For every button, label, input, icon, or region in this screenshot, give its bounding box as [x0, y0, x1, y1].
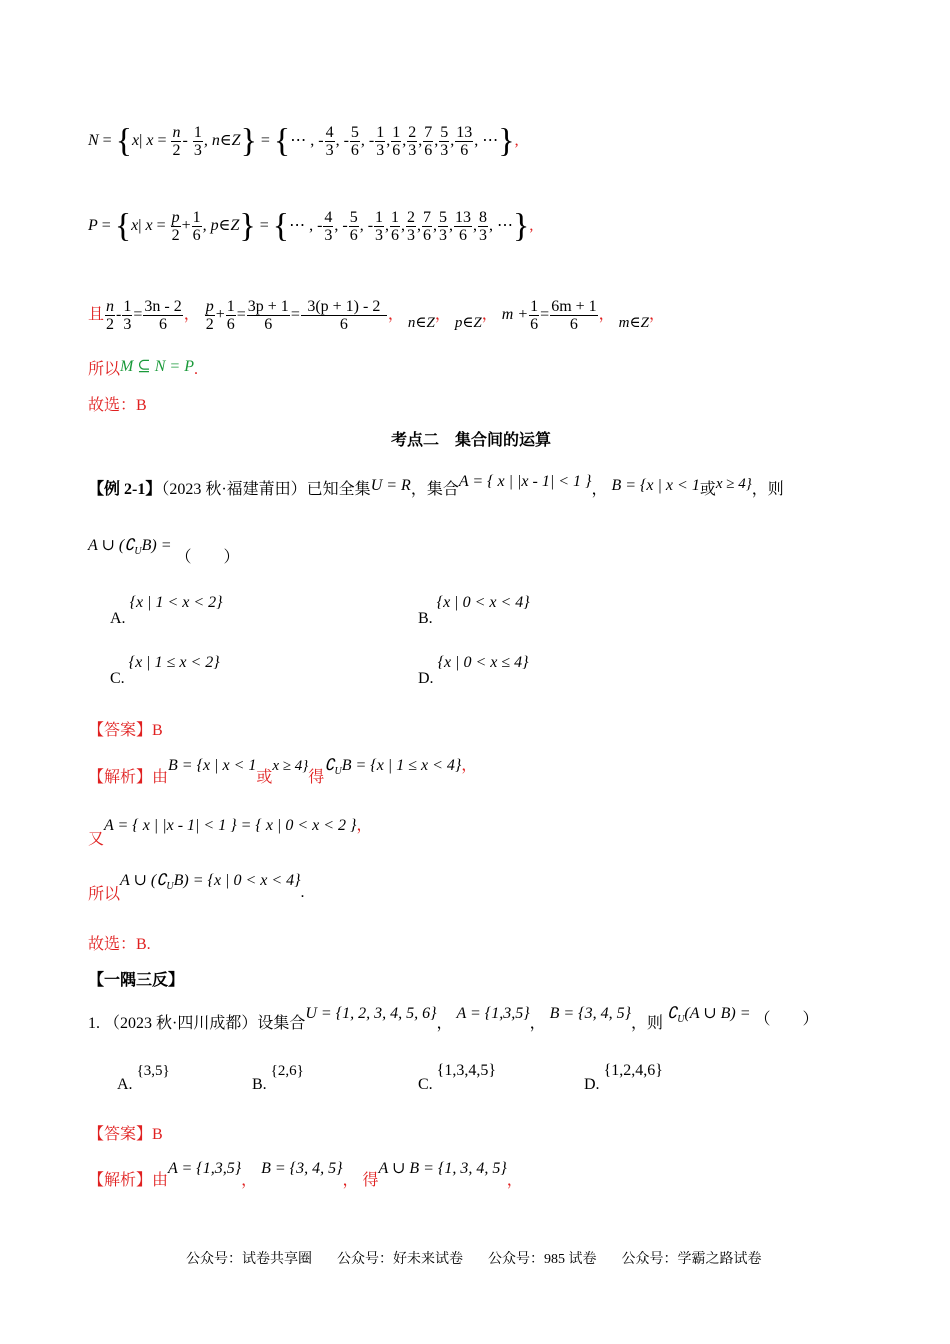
q1-option-D[interactable]: D. {1,2,4,6} [584, 1062, 663, 1093]
option-B[interactable]: B. {x | 0 < x < 4} [418, 594, 530, 627]
analysis-line-2: 【解析】由A = {1,3,5}， B = {3, 4, 5}， 得A ∪ B = {1, 3, 4, 5}， [88, 1160, 523, 1189]
brace-open: { [114, 207, 132, 245]
brace-open: { [115, 122, 133, 160]
brace-close: } [239, 207, 256, 245]
analysis-line: 【解析】由B = {x | x < 1或x ≥ 4}得$∁_UB = \{x$ | 1 ≤ x < 4}， [88, 757, 478, 786]
relations-line: 且 $\frac{n}{2}$ - $\frac{1}{3}$ = $\frac{3n - 2}{6}$ ， $\frac{p}{2}$ + $\frac{1}{6}$ = $\frac{3p + 1}{6}$ = $\frac{3(p + 1) - 2}{6}$ ， n∈Z， p∈Z， m + $\frac{1}{6}$ = $\frac{6m + 1}{6}$ ， m∈Z， [88, 298, 665, 333]
example-tag: 【例 2-1】 [88, 481, 162, 498]
fraction: $\frac{4}{3}$ [324, 209, 333, 244]
set-N-definition: N = {x| x = $\frac{n}{2}$ - $\frac{1}{3}$ , n∈Z} = {⋯ , - $\frac{4}{3}$ , - $\frac{5}{6}$ , - $\frac{1}{3}$ , $\frac{1}{6}$ , $\frac{2}{3}$ , $\frac{7}{6}$ , $\frac{5}{3}$ , $\frac{13}{6}$ , ⋯}, [88, 122, 519, 160]
fraction: $\frac{7}{6}$ [424, 124, 433, 159]
choose-answer-2: 故选：B. [88, 936, 151, 953]
fraction: $\frac{13}{6}$ [456, 124, 473, 159]
var-N: N [88, 132, 99, 150]
brace-close: } [513, 207, 530, 245]
fraction: $\frac{n}{2}$ [172, 124, 181, 159]
practice-title: 【一隅三反】 [88, 972, 185, 989]
fraction: $\frac{1}{3}$ [376, 124, 385, 159]
var-P: P [88, 217, 98, 235]
condition: , n∈Z [203, 132, 241, 150]
option-C[interactable]: C. {x | 1 ≤ x < 2} [110, 654, 220, 687]
option-A[interactable]: A. {x | 1 < x < 2} [110, 594, 223, 627]
brace-close: } [240, 122, 257, 160]
brace-close: } [498, 122, 515, 160]
so-line: 所以A ∪ $(∁_UB) = \{x$ | 0 < x < 4}. [88, 872, 305, 903]
equals: = [102, 132, 112, 150]
set-P-definition: P = {x| x = $\frac{p}{2}$ + $\frac{1}{6}$ , p∈Z} = {⋯ , - $\frac{4}{3}$ , - $\frac{5}{6}$ , - $\frac{1}{3}$ , $\frac{1}{6}$ , $\frac{2}{3}$ , $\frac{7}{6}$ , $\frac{5}{3}$ , $\frac{13}{6}$ , $\frac{8}{3}$ , ⋯}, [88, 207, 534, 245]
fraction: $\frac{1}{3}$ [123, 298, 132, 333]
fraction: $\frac{1}{6}$ [391, 209, 400, 244]
fraction: $\frac{2}{3}$ [407, 209, 416, 244]
answer-label: 【答案】B [88, 722, 163, 739]
fraction: $\frac{13}{6}$ [455, 209, 472, 244]
var-x: x [132, 132, 140, 150]
footer-item: 公众号：好未来试卷 [337, 1252, 463, 1267]
footer-item: 公众号：学霸之路试卷 [621, 1252, 762, 1267]
conclusion-line: 所以M ⊆ N = P. [88, 358, 198, 378]
fraction: $\frac{1}{3}$ [375, 209, 384, 244]
fraction: $\frac{5}{6}$ [349, 209, 358, 244]
fraction: $\frac{2}{3}$ [408, 124, 417, 159]
fraction: $\frac{7}{6}$ [423, 209, 432, 244]
answer-label-2: 【答案】B [88, 1126, 163, 1143]
brace-open: { [272, 207, 290, 245]
text-prefix: 且 [88, 306, 105, 324]
fraction: $\frac{6m + 1}{6}$ [551, 298, 597, 333]
fraction: $\frac{3p + 1}{6}$ [247, 298, 289, 333]
choose-answer: 故选：B [88, 397, 147, 414]
example-question: 【例 2-1】（2023 秋·福建莆田）已知全集U = R，集合A = { x | |x - 1| < 1 }， B = {x | x < 1或x ≥ 4}，则 [88, 473, 784, 498]
fraction: $\frac{1}{6}$ [226, 298, 235, 333]
footer [186, 1248, 762, 1268]
q1-option-B[interactable]: B. {2,6} [252, 1063, 304, 1093]
fraction: $\frac{5}{3}$ [439, 209, 448, 244]
example-question-expr: A ∪ $(∁_UB)$ = （ ） [88, 537, 240, 566]
fraction: $\frac{1}{6}$ [530, 298, 539, 333]
fraction: $\frac{8}{3}$ [479, 209, 488, 244]
bar: | [139, 132, 143, 150]
brace-open: { [273, 122, 291, 160]
fraction: $\frac{5}{6}$ [350, 124, 359, 159]
fraction: $\frac{5}{3}$ [440, 124, 449, 159]
equals: = [157, 132, 167, 150]
fraction: $\frac{4}{3}$ [325, 124, 334, 159]
fraction: $\frac{1}{3}$ [193, 124, 202, 159]
var-x: x [146, 132, 154, 150]
equals: = [260, 132, 270, 150]
q1-option-C[interactable]: C. {1,3,4,5} [418, 1062, 497, 1093]
footer-item: 公众号：985 试卷 [488, 1252, 597, 1267]
q1-option-A[interactable]: A. {3,5} [117, 1063, 170, 1093]
fraction: $\frac{p}{2}$ [171, 209, 180, 244]
fraction: $\frac{1}{6}$ [192, 209, 201, 244]
section-title: 考点二 集合间的运算 [391, 432, 552, 449]
fraction: $\frac{3(p + 1) - 2}{6}$ [301, 298, 387, 333]
again-line: 又A = { x | |x - 1| < 1 } = { x | 0 < x < 2 }， [88, 817, 373, 848]
list-start: ⋯ , - [290, 132, 324, 150]
minus: - [182, 132, 188, 150]
fraction: $\frac{n}{2}$ [106, 298, 115, 333]
option-D[interactable]: D. {x | 0 < x ≤ 4} [418, 654, 529, 687]
fraction: $\frac{3n - 2}{6}$ [144, 298, 182, 333]
question-1: 1. （2023 秋·四川成都）设集合U = {1, 2, 3, 4, 5, 6}， A = {1,3,5}， B = {3, 4, 5}，则 $∁_U(A$ ∪ B) = （ ） [88, 1005, 819, 1032]
fraction: $\frac{1}{6}$ [392, 124, 401, 159]
footer-item: 公众号：试卷共享圈 [186, 1252, 312, 1267]
fraction: $\frac{p}{2}$ [205, 298, 214, 333]
